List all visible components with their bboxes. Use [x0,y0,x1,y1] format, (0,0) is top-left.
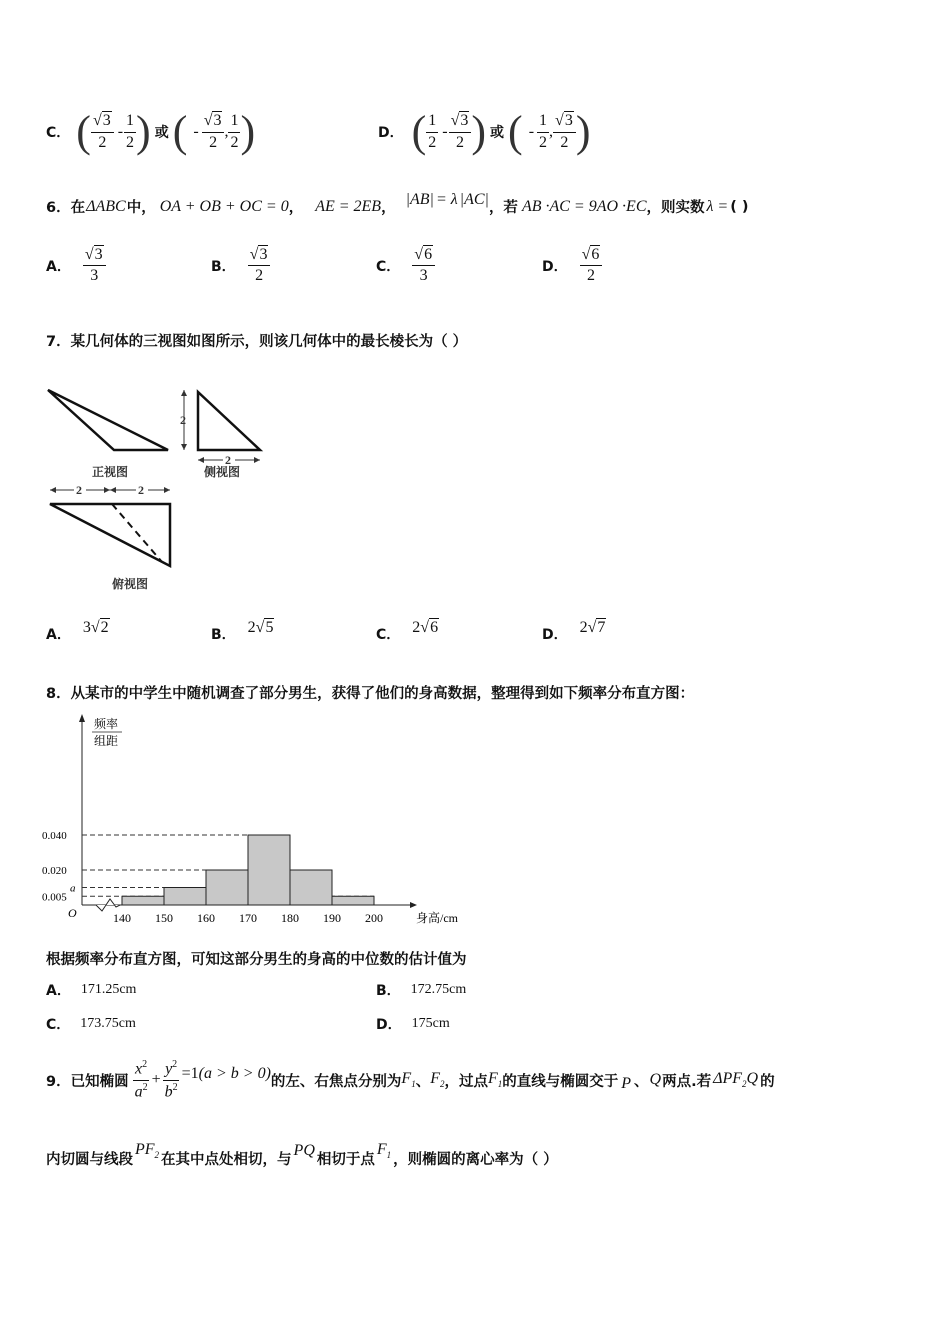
fraction: $\frac{1}{2}$ [428,112,437,151]
histogram-bar [206,870,248,905]
axis-break [96,899,120,911]
dim-arrow [50,487,56,493]
histogram-bar [332,896,374,905]
fraction: $\frac{√3}{2}$ [202,112,225,152]
left-paren: ( [172,107,188,156]
dim-arrow [110,487,116,493]
q8-option-c: C． 173.75cm [46,1016,136,1033]
y-axis-title: 组距 [94,734,119,748]
left-paren: ( [411,107,427,156]
q6-option-a: A． $\frac{√3}{3}$ [46,246,106,286]
top-width-label-2: 2 [138,483,144,497]
y-axis-arrow [79,714,85,722]
minus: - [442,123,448,140]
x-tick-label: 180 [281,911,299,925]
fraction: $\frac{√3}{2}$ [91,112,114,152]
q5-option-d: D． ( $\frac{1}{2}$ - $\frac{√3}{2}$ ) 或 ( - $\frac{1}{2}$ , $\frac{√3}{2}$ ) [378,107,591,156]
top-view-hidden-edge [112,504,162,562]
histogram-bar [248,835,290,905]
x-tick-label: 190 [323,911,341,925]
q6-stem: 6．在 ΔABC 中， OA + OB + OC = 0 ， AE = 2EB ， |AB| = λ |AC| ，若 AB ·AC = 9AO ·EC ，则实数 λ = ( ) [46,190,749,216]
top-view-label: 俯视图 [112,577,149,591]
dim-arrow [198,457,204,463]
x-tick-label: 200 [365,911,383,925]
q7-option-b: B． 2√5 [211,619,274,643]
fraction: $\frac{√3}{2}$ [553,112,576,152]
q8-stem: 8．从某市的中学生中随机调查了部分男生，获得了他们的身高数据，整理得到如下频率分布直方图： [46,686,695,702]
q9-stem-line1: 9．已知椭圆 $\frac{x^2}{a^2}$ + $\frac{y^2}{b^2}$ =1 (a > b > 0) 的左、右焦点分别为 $F_1$ 、 $F_2$ ，过点 $F_1$ 的直线与椭圆交于 P 、 Q 两点.若 $\Delta PF_2Q$ 的 [46,1058,775,1100]
fraction: $\frac{1}{2}$ [539,112,548,151]
right-paren: ) [471,107,487,156]
option-label: C． [46,125,71,141]
side-height-label: 2 [180,413,186,427]
q8-question: 根据频率分布直方图，可知这部分男生的身高的中位数的估计值为 [46,952,467,968]
q8-option-a: A． 171.25cm [46,982,137,999]
q5-option-c: C． ( $\frac{√3}{2}$ - $\frac{1}{2}$ ) 或 ( - $\frac{√3}{2}$ , $\frac{1}{2}$ ) [46,107,256,156]
q7-stem: 7．某几何体的三视图如图所示，则该几何体中的最长棱长为（ ） [46,334,468,350]
top-view-shape [50,504,170,566]
q8-option-b: B． 172.75cm [376,982,467,999]
frequency-histogram [40,712,480,932]
x-tick-label: 170 [239,911,257,925]
y-tick-label: a [70,882,76,895]
front-view-shape [48,390,168,450]
q7-option-d: D． 2√7 [542,619,606,643]
minus: - [193,123,199,140]
origin-label: O [68,906,77,920]
dim-arrow [181,390,187,396]
or-word: 或 [154,125,169,141]
three-view-figure [40,380,280,600]
histogram-bar [290,870,332,905]
right-paren: ) [240,107,256,156]
side-view-shape [198,392,260,450]
q6-option-d: D． $\frac{√6}{2}$ [542,246,602,286]
or-word: 或 [490,125,505,141]
histogram-bar [122,896,164,905]
x-tick-label: 150 [155,911,173,925]
side-view-label: 侧视图 [204,465,241,479]
q6-option-c: C． $\frac{√6}{3}$ [376,246,435,286]
y-axis-title: 频率 [94,717,119,731]
front-view-label: 正视图 [92,465,129,479]
y-tick-label: 0.005 [42,891,67,904]
right-paren: ) [136,107,151,156]
left-paren: ( [76,107,91,156]
minus: - [117,123,124,140]
fraction: $\frac{√3}{2}$ [449,112,472,152]
left-paren: ( [508,107,523,156]
top-width-label-1: 2 [76,483,82,497]
q6-option-b: B． $\frac{√3}{2}$ [211,246,270,286]
right-paren: ) [575,107,591,156]
x-tick-label: 140 [113,911,131,925]
y-tick-label: 0.020 [42,865,67,877]
minus: - [528,123,535,140]
x-tick-label: 160 [197,911,215,925]
dim-arrow [181,444,187,450]
fraction: $\frac{1}{2}$ [230,112,239,151]
x-axis-arrow [410,902,417,908]
y-tick-label: 0.040 [42,830,67,842]
side-width-label: 2 [225,453,231,467]
q7-option-c: C． 2√6 [376,619,439,643]
option-label: D． [378,125,404,141]
histogram-bar [164,888,206,906]
q7-option-a: A． 3√2 [46,619,109,643]
fraction: $\frac{1}{2}$ [126,112,135,151]
dim-arrow [164,487,170,493]
dim-arrow [254,457,260,463]
dim-arrow [104,487,110,493]
x-axis-title: 身高/cm [416,911,458,925]
q9-stem-line2: 内切圆与线段 $PF_2$ 在其中点处相切，与 PQ 相切于点 $F_1$ ，则椭圆的离心率为（ ） [46,1140,558,1168]
q8-option-d: D． 175cm [376,1016,450,1033]
